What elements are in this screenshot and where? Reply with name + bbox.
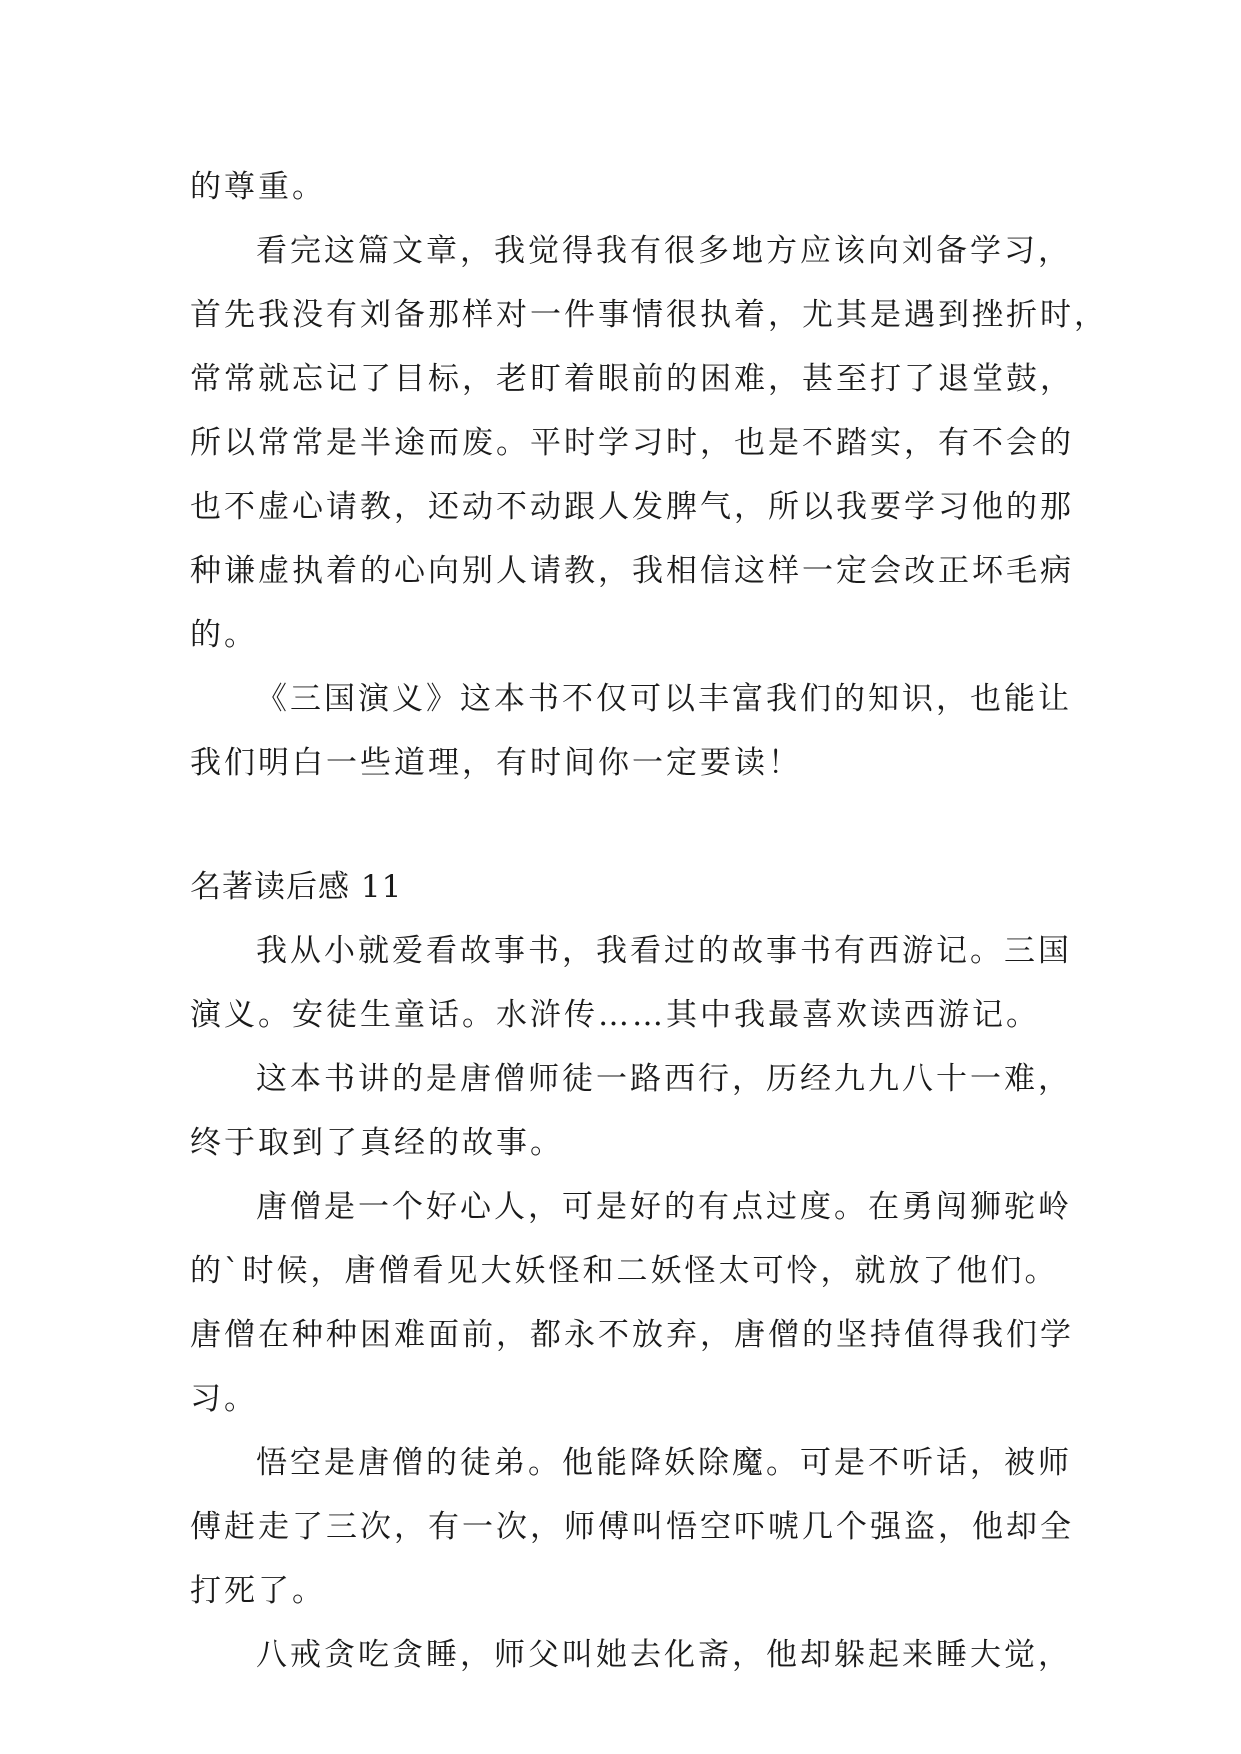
paragraph-line: 也不虚心请教，还动不动跟人发脾气，所以我要学习他的那 (190, 489, 1074, 525)
paragraph-line: 终于取到了真经的故事。 (190, 1125, 564, 1161)
section-heading: 名著读后感 11 (190, 869, 403, 905)
paragraph-line: 悟空是唐僧的徒弟。他能降妖除魔。可是不听话，被师 (256, 1445, 1072, 1481)
paragraph-line: 演义。安徒生童话。水浒传……其中我最喜欢读西游记。 (190, 997, 1040, 1033)
paragraph-line: 唐僧在种种困难面前，都永不放弃，唐僧的坚持值得我们学 (190, 1317, 1074, 1353)
paragraph-line: 种谦虚执着的心向别人请教，我相信这样一定会改正坏毛病 (190, 553, 1074, 589)
paragraph-line: 看完这篇文章，我觉得我有很多地方应该向刘备学习， (256, 233, 1072, 269)
paragraph-line: 这本书讲的是唐僧师徒一路西行，历经九九八十一难， (256, 1061, 1072, 1097)
section-gap (190, 800, 1090, 860)
paragraph-line: 八戒贪吃贪睡，师父叫她去化斋，他却躲起来睡大觉， (256, 1637, 1072, 1673)
paragraph-line: 的尊重。 (190, 169, 326, 205)
paragraph-line: 唐僧是一个好心人，可是好的有点过度。在勇闯狮驼岭 (256, 1189, 1072, 1225)
paragraph-line: 《三国演义》这本书不仅可以丰富我们的知识，也能让 (256, 681, 1072, 717)
paragraph-line: 所以常常是半途而废。平时学习时，也是不踏实，有不会的 (190, 425, 1074, 461)
paragraph-line: 傅赶走了三次，有一次，师傅叫悟空吓唬几个强盗，他却全 (190, 1509, 1074, 1545)
paragraph-line: 习。 (190, 1381, 258, 1417)
paragraph-line: 我从小就爱看故事书，我看过的故事书有西游记。三国 (256, 933, 1072, 969)
paragraph-line: 的`时候，唐僧看见大妖怪和二妖怪太可怜，就放了他们。 (190, 1253, 1059, 1289)
document-body (190, 160, 1108, 1692)
paragraph-line: 首先我没有刘备那样对一件事情很执着，尤其是遇到挫折时， (190, 297, 1108, 333)
paragraph-line: 的。 (190, 617, 258, 653)
paragraph-line: 常常就忘记了目标，老盯着眼前的困难，甚至打了退堂鼓， (190, 361, 1074, 397)
paragraph-line: 打死了。 (190, 1573, 326, 1609)
paragraph-line: 我们明白一些道理，有时间你一定要读！ (190, 745, 802, 781)
